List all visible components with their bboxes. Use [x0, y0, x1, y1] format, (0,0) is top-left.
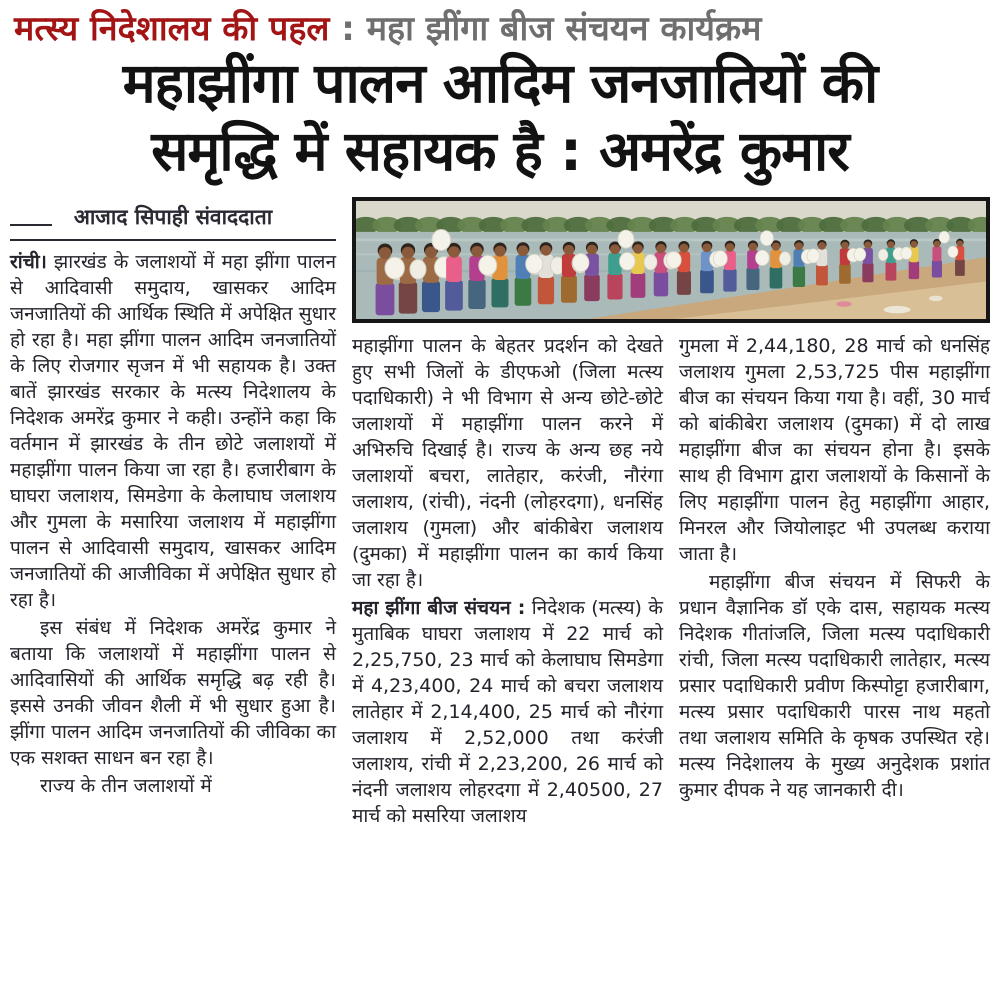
column-right: [679, 333, 990, 829]
byline: [10, 201, 336, 241]
paragraph: राज्य के तीन जलाशयों में: [40, 775, 212, 798]
byline-rule: [10, 224, 52, 226]
article-photo: [352, 197, 990, 323]
page-title: [0, 49, 1000, 185]
paragraph: गुमला में 2,44,180, 28 मार्च को धनसिंह जलाशय गुमला 2,53,725 पीस महाझींगा बीज का संचयन किया गया है। वहीं, 30 मार्च को बांकीबेरा जलाशय (दुमका) में दो लाख महाझींगा बीज का संचयन होना है। इसके साथ ही विभाग द्वारा जलाशयों के किसानों के लिए महाझींगा पालन हेतु महाझींगा आहार, मिनरल और जियोलाइट भी उपलब्ध कराया जाता है।: [679, 335, 990, 566]
headline-line-2: समृद्धि में सहायक है : अमरेंद्र कुमार: [151, 119, 849, 184]
paragraph-text: झारखंड के जलाशयों में महा झींगा पालन से आदिवासी समुदाय, खासकर आदिम जनजातियों की आर्थिक स्थिति में अपेक्षित सुधार हो रहा है। महा झींगा पालन आदिम जनजातियों के लिए रोजगार सृजन में भी सहायक है। उक्त बातें झारखंड सरकार के मत्स्य निदेशालय के निदेशक अमरेंद्र कुमार ने कही। उन्होंने कहा कि वर्तमान में झारखंड के तीन छोटे जलाशयों में महाझींगा पालन किया जा रहा है। हजारीबाग के घाघरा जलाशय, सिमडेगा के केलाघाघ जलाशय और गुमला के मसारिया जलाशय में महाझींगा पालन से आदिवासी समुदाय, खासकर आदिम जनजातियों की आजीविका में अपेक्षित सुधार हो रहा है।: [10, 251, 336, 612]
article-photo-and-columns: [352, 195, 990, 829]
column-left: [10, 195, 336, 799]
paragraph-text: निदेशक (मत्स्य) के मुताबिक घाघरा जलाशय में 22 मार्च को 2,25,750, 23 मार्च को केलाघाघ सिमडेगा में 4,23,400, 24 मार्च को बचरा जलाशय लातेहार में 2,14,400, 25 मार्च को नौरंगा जलाशय में 2,52,000 तथा करंजी जलाशय, रांची में 2,23,200, 26 मार्च को नंदनी जलाशय लोहरदगा में 2,40500, 27 मार्च को मसरिया जलाशय: [352, 597, 663, 828]
kicker-separator: :: [329, 9, 367, 49]
paragraph: [352, 595, 663, 829]
reservoir-seed-distribution-photo: [356, 201, 986, 319]
paragraph: महाझींगा बीज संचयन में सिफरी के प्रधान वैज्ञानिक डॉ एके दास, सहायक मत्स्य निदेशक गीतांजलि, जिला मत्स्य पदाधिकारी रांची, जिला मत्स्य पदाधिकारी लातेहार, मत्स्य प्रसार पदाधिकारी प्रवीण किस्पोट्टा हजारीबाग, मत्स्य प्रसार पदाधिकारी पारस नाथ महतो तथा जलाशय समिति के कृषक उपस्थित रहे। मत्स्य निदेशालय के मुख्य अनुदेशक प्रशांत कुमार दीपक ने यह जानकारी दी।: [679, 571, 990, 802]
lower-columns: [352, 333, 990, 829]
paragraph: इस संबंध में निदेशक अमरेंद्र कुमार ने बताया कि जलाशयों में महाझींगा पालन से आदिवासियों की आर्थिक समृद्धि बढ़ रही है। इससे उनकी जीवन शैली में भी सुधार हुआ है। झींगा पालन आदिम जनजातियों की जीविका का एक सशक्त साधन बन रहा है।: [10, 617, 336, 770]
kicker-lead: मत्स्य निदेशालय की पहल: [14, 9, 330, 49]
kicker: [14, 10, 988, 49]
headline-line-1: महाझींगा पालन आदिम जनजातियों की: [122, 51, 878, 116]
paragraph: महाझींगा पालन के बेहतर प्रदर्शन को देखते हुए सभी जिलों के डीएफओ (जिला मत्स्य पदाधिकारी) ने भी विभाग से अन्य छोटे-छोटे जलाशयों में महाझींगा पालन करने में अभिरुचि दिखाई है। राज्य के अन्य छह नये जलाशयों बचरा, लातेहार, करंजी, नौरंगा जलाशय, (रांची), नंदनी (लोहरदगा), धनसिंह जलाशय (गुमला) और बांकीबेरा जलाशय (दुमका) में महाझींगा पालन का कार्य किया जा रहा है।: [352, 335, 663, 592]
paragraph: [10, 249, 336, 613]
kicker-rest: महा झींगा बीज संचयन कार्यक्रम: [366, 9, 762, 49]
article-body: [10, 195, 990, 829]
dateline: रांची।: [10, 251, 47, 274]
column-middle: [352, 333, 663, 829]
byline-text: आजाद सिपाही संवाददाता: [73, 205, 273, 230]
inline-subhead: महा झींगा बीज संचयन :: [352, 597, 526, 620]
